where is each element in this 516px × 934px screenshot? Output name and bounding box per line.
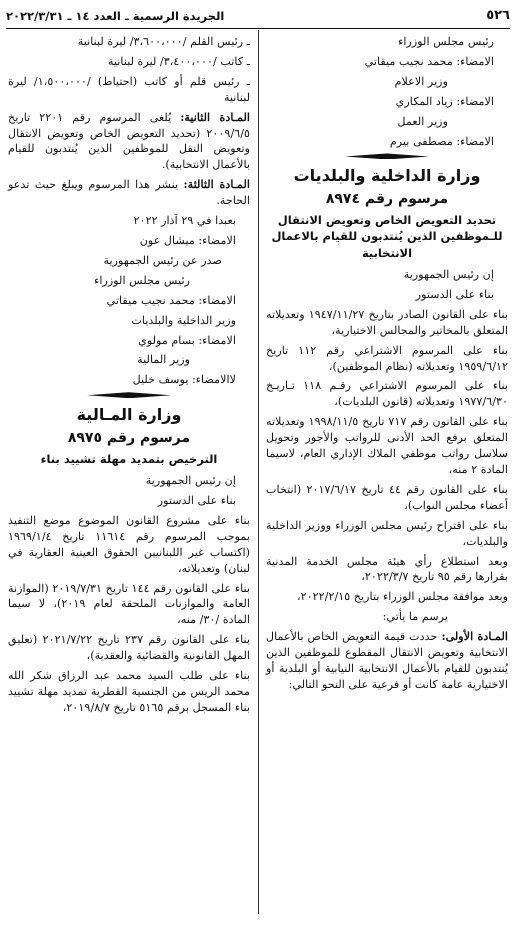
body-line: بناء على الدستور (157, 494, 236, 508)
article-text: حددت قيمة التعويض الخاص بالأعمال الانتخابية وتعويض الانتقال المقطوع للموظفين الذين يُنتدبون للقيام بالأعمال الانتخابية النيابية أو البلدية أو الاختيارية عامة كانت أو فرعية على النحو التالي: (266, 630, 508, 691)
list-item: ـ رئيس القلم /٣،٦٠٠،٠٠٠/ ليرة لبنانية (77, 35, 250, 48)
sign-line: بعبدا في ٢٩ آذار ٢٠٢٢ (133, 214, 236, 228)
sign-line: رئيس مجلس الوزراء (398, 35, 494, 48)
sign-line: صدر عن رئيس الجمهورية (103, 253, 222, 267)
body-paragraph: بناء على المرسوم الاشتراعي رقـم ١١٨ تـاريـخ ١٩٧٧/٦/٣٠ وتعديلاته (قانون البلديات)، (266, 379, 509, 409)
body-paragraph: بناء على طلب السيد محمد عبد الرزاق شكر الله محمد الريس من الجنسية القطرية تمديد مهلة تشييد بناء المسجل برقم ٥١٦٥ تاريخ ٢٠١٩/٨/٧، (8, 669, 250, 714)
list-item: ـ كاتب /٣،٤٠٠،٠٠٠/ ليرة لبنانية (107, 54, 250, 68)
decree-number: مرسوم رقم ٨٩٧٥ (67, 429, 191, 446)
header-rule (6, 28, 510, 29)
body-line: إن رئيس الجمهورية (145, 474, 236, 488)
body-paragraph: بناء على اقتراح رئيس مجلس الوزراء ووزير الداخلية والبلديات، (266, 518, 508, 548)
sign-line: الامضاء: ميشال عون (139, 233, 236, 247)
sign-line: الامضاء: بسام مولوي (138, 333, 236, 347)
page-number: ٥٢٦ (486, 7, 510, 23)
sign-line: وزير العمل (397, 114, 448, 128)
body-paragraph: بناء على القانون رقم ٤٤ تاريخ ٢٠١٧/٦/١٧ (انتخاب أعضاء مجلس النواب)، (266, 482, 508, 512)
sign-line: الامضاء: زياد المكاري (395, 94, 494, 108)
body-paragraph: بناء على المرسوم الاشتراعي رقم ١١٢ تاريخ ١٩٥٩/٦/١٢ وتعديلاته (نظام الموظفين)، (266, 343, 508, 373)
page-header (6, 6, 510, 26)
body-paragraph: بناء على القانون الصادر بتاريخ ١٩٤٧/١١/٢٧ وتعديلاته المتعلق بالمخاتير والمجالس الاختيارية، (266, 307, 508, 337)
sign-line: وزير المالية (137, 353, 190, 367)
left-column (8, 34, 250, 720)
body-line: يرسم ما يأتي: (382, 610, 448, 624)
body-paragraph: بناء على القانون رقم ١٤٤ تاريخ ٢٠١٩/٧/٣١ (الموازنة العامة والموازنات الملحقة لعام ٢٠١٩)، لا سيما المادة /٣٠/ منه، (8, 581, 250, 627)
article-label: المـادة الأولى: (441, 629, 508, 644)
decree-number: مرسوم رقم ٨٩٧٤ (325, 191, 449, 208)
issue-info: الجريدة الرسمية ـ العدد ١٤ ـ ٢٠٢٢/٣/٣١ (6, 8, 225, 23)
sign-line: الامضاء: مصطفى بيرم (389, 134, 494, 148)
article-1 (266, 629, 508, 693)
article-3 (8, 177, 250, 209)
decree-title: تحديد التعويض الخاص وتعويض الانتقال للـموظفين الذين يُنتدبون للقيام بالاعمال الانتخابية (271, 213, 503, 260)
sign-line: رئيس مجلس الوزراء (94, 273, 190, 287)
body-paragraph: وبعد موافقة مجلس الوزراء بتاريخ ٢٠٢٢/٢/١٥، (297, 590, 508, 604)
body-line: بناء على الدستور (415, 287, 494, 301)
article-2 (8, 110, 250, 174)
body-paragraph: بناء على مشروع القانون الموضوع موضع التنفيذ بموجب المرسوم رقم ١١٦١٤ تاريخ ١٩٦٩/١/٤ (اكتساب غير اللبنانيين الحقوق العينية العقارية في لبنان) وتعديلاته، (8, 513, 250, 575)
right-column (266, 34, 508, 697)
body-paragraph: بناء على القانون رقم ٢٣٧ تاريخ ٢٠٢١/٧/٢٢ (تعليق المهل القانونية والقضائية والعقدية)، (8, 633, 251, 663)
list-item: ـ رئيس قلم أو كاتب (احتياط) /١،٥٠٠،٠٠٠/ ليرة لبنانية (8, 74, 250, 104)
article-text: ينشر هذا المرسوم ويبلغ حيث تدعو الحاجة. (8, 178, 250, 208)
body-line: إن رئيس الجمهورية (403, 268, 494, 282)
sign-line: وزير الاعلام (394, 74, 448, 88)
body-paragraph: بناء على القانون رقم ٧١٧ تاريخ ١٩٩٨/١١/٥ وتعديلاته المتعلق برفع الحد الأدنى للرواتب والأجور وتحويل سلاسل رواتب موظفي الملاك الإداري العام، لاسيما المادة ٢ منه، (266, 415, 509, 476)
article-text: يُلغى المرسوم رقم ٢٢٠١ تاريخ ٢٠٠٩/٦/٥ (تحديد التعويض الخاص وتعويض الانتقال وتعويض النقل للموظفين الذين يُنتدبون للقيام بالأعمال الانتخابية). (8, 110, 250, 172)
article-label: المـادة الثانية: (180, 109, 250, 124)
sign-line: الامضاء: محمد نجيب ميقاتي (106, 293, 236, 307)
sign-line: لاالامضاء: يوسف خليل (132, 373, 236, 387)
body-paragraph: وبعد استطلاع رأي هيئة مجلس الخدمة المدنية بقرارها رقم ٩٥ تاريخ ٢٠٢٢/٣/٧، (266, 554, 508, 584)
decree-title: الترخيص بتمديد مهلة تشييد بناء (40, 451, 218, 466)
ministry-title: وزارة المـالية (76, 405, 182, 425)
sign-line: الامضاء: محمد نجيب ميقاتي (364, 54, 494, 68)
column-divider (258, 30, 259, 914)
ministry-title: وزارة الداخلية والبلديات (293, 166, 481, 186)
article-label: المـادة الثالثة: (183, 177, 251, 192)
sign-line: وزير الداخلية والبلديات (131, 313, 236, 327)
section-separator (87, 392, 171, 398)
section-separator (345, 153, 429, 159)
